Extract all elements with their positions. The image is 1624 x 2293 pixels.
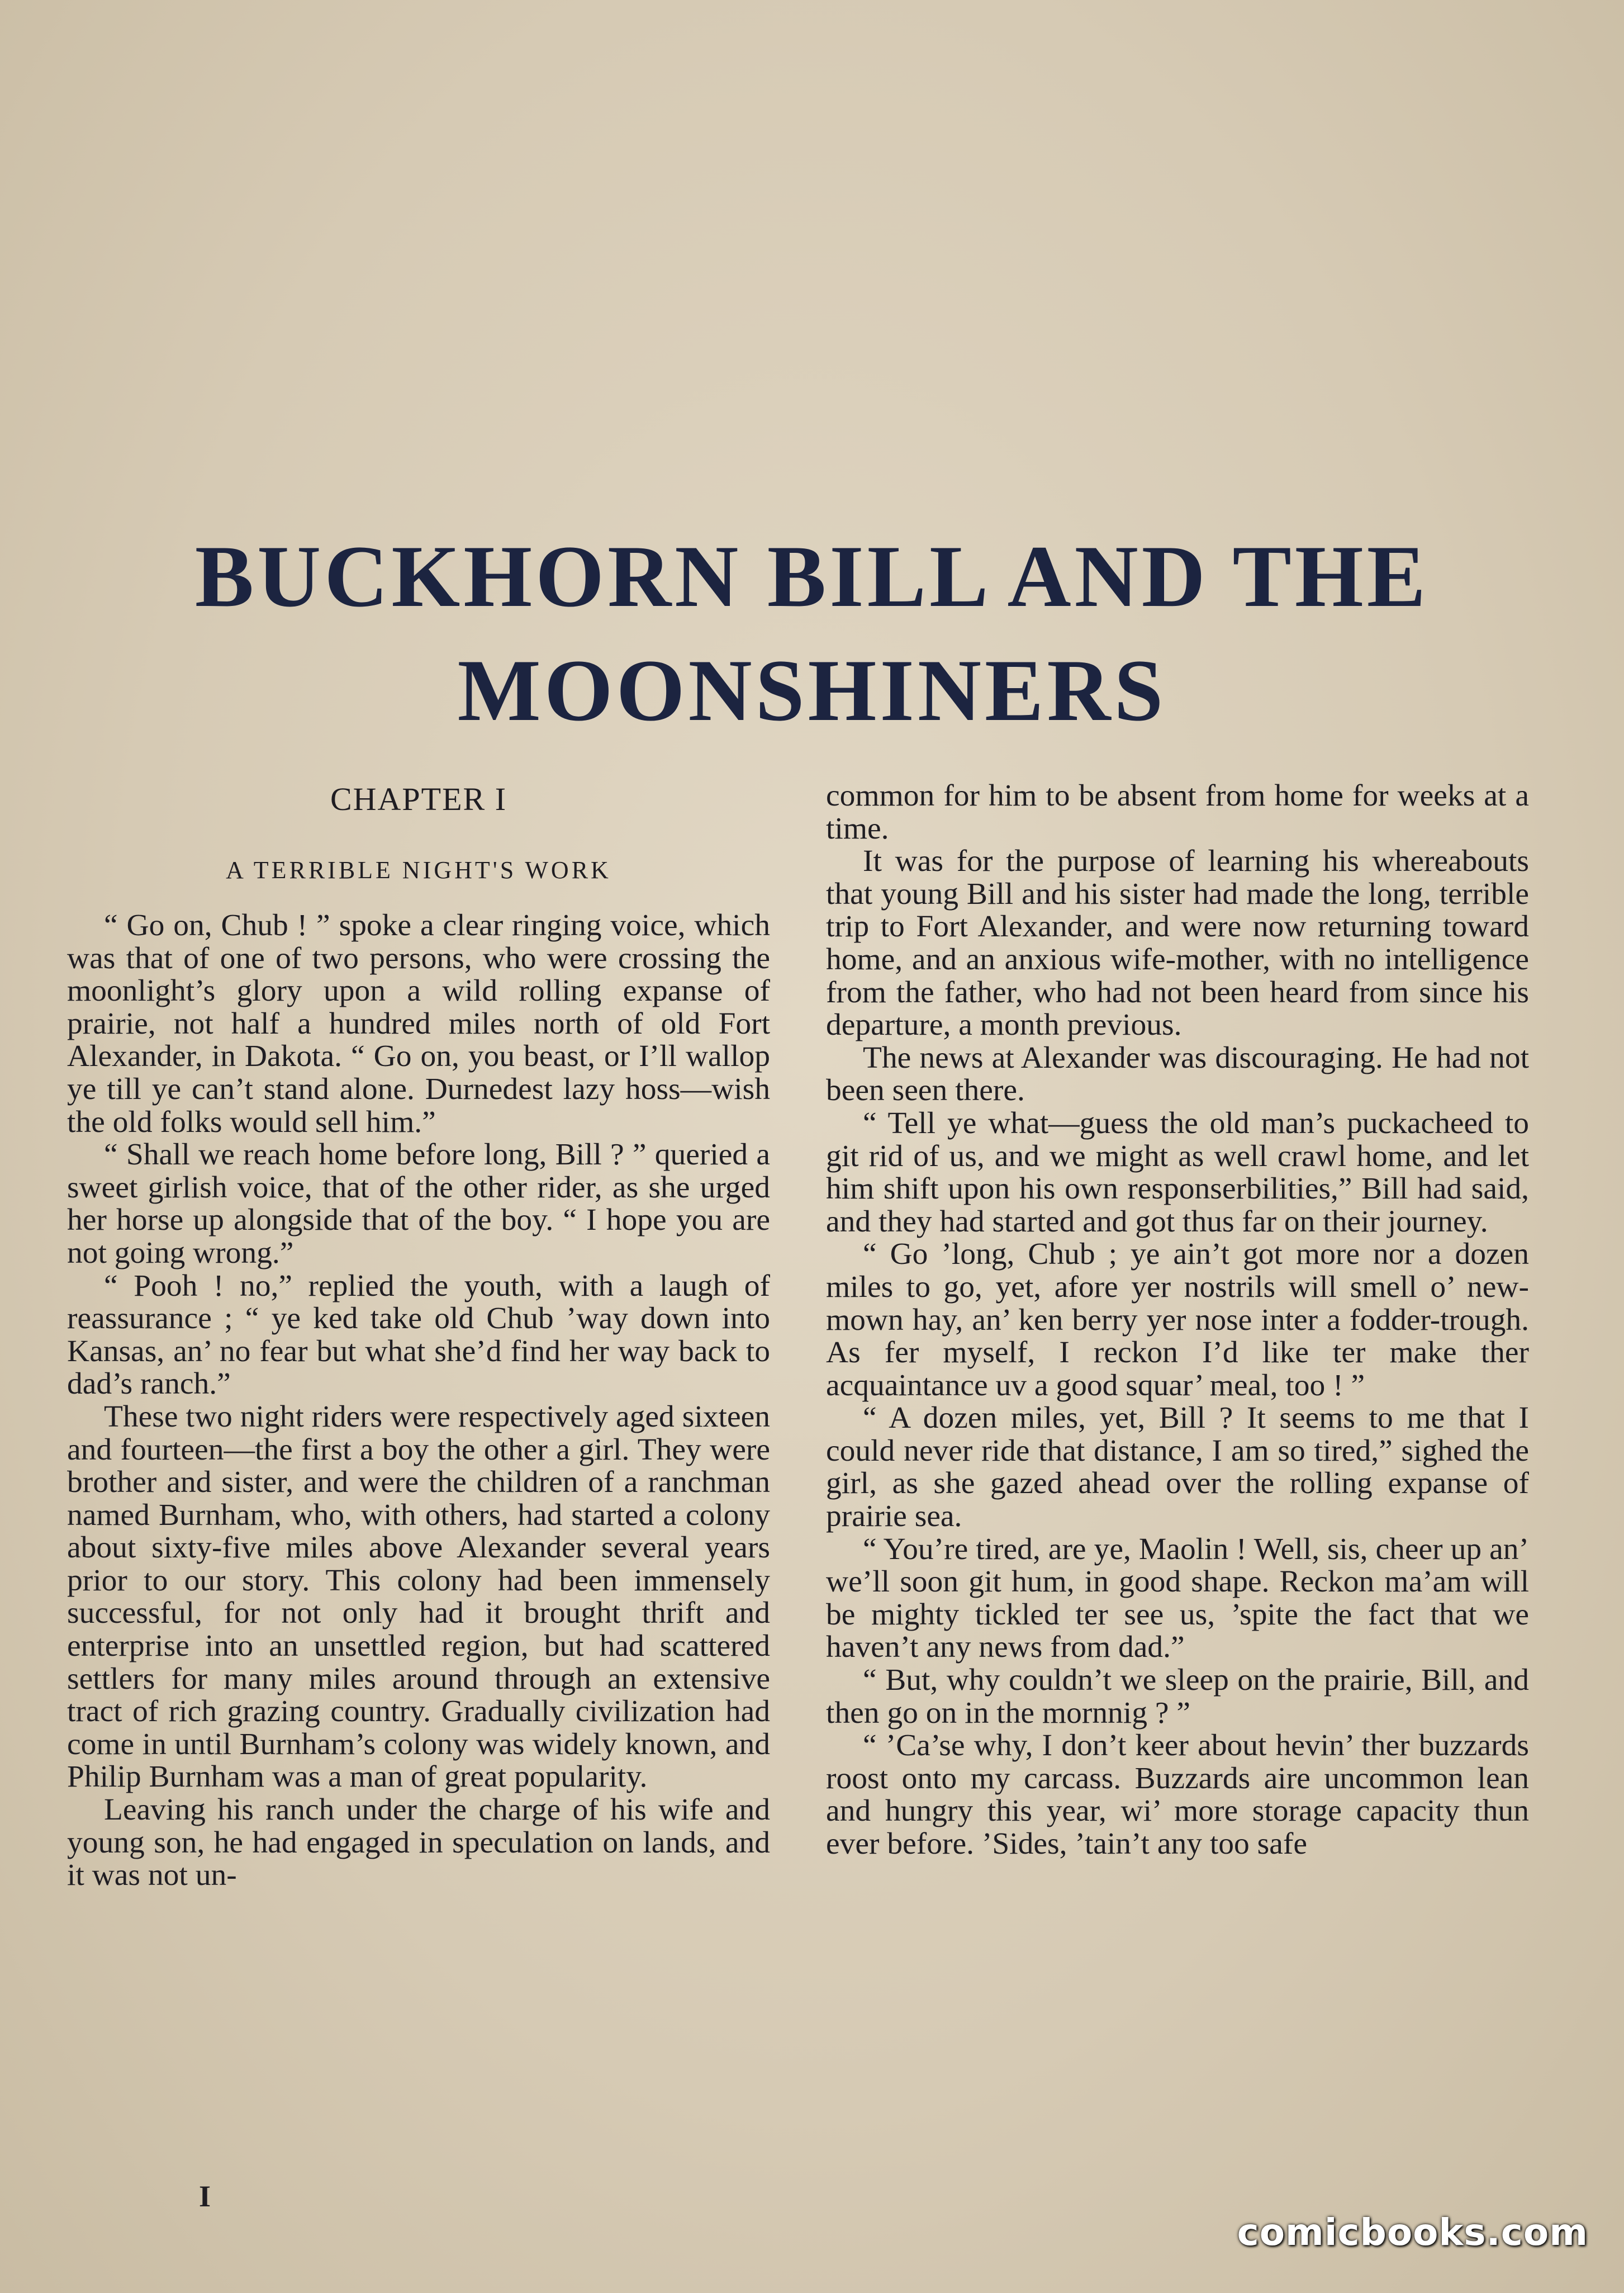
paragraph: “ Tell ye what—guess the old man’s puckacheed to git rid of us, and we might as well crawl home, and let him shift upon his own responserbilities,” Bill had said, and they had started and got thus far on their journey. <box>826 1106 1529 1239</box>
paragraph: “ Go ’long, Chub ; ye ain’t got more nor a dozen miles to go, yet, afore yer nostrils will smell o’ new-mown hay, an’ ken berry yer nose inter a fodder-trough. As fer myself, I reckon I’d like ter make ther acquaintance uv a good squar’ meal, too ! ” <box>826 1237 1529 1403</box>
paragraph: “ But, why couldn’t we sleep on the prairie, Bill, and then go on in the mornnig ? ” <box>826 1663 1529 1730</box>
left-column <box>67 780 770 1892</box>
paragraph: “ A dozen miles, yet, Bill ? It seems to me that I could never ride that distance, I am so tired,” sighed the girl, as she gazed ahead over the rolling expanse of prairie sea. <box>826 1401 1529 1534</box>
chapter-heading: CHAPTER I <box>330 781 507 817</box>
paragraph-continuation: common for him to be absent from home for weeks at a time. <box>826 779 1529 846</box>
paragraph: “ You’re tired, are ye, Maolin ! Well, sis, cheer up an’ we’ll soon git hum, in good shape. Reckon ma’am will be mighty tickled ter see us, ’spite the fact that we haven’t any news from dad.” <box>826 1532 1529 1665</box>
paragraph: Leaving his ranch under the charge of his wife and young son, he had engaged in speculation on lands, and it was not un- <box>67 1793 770 1893</box>
paragraph: These two night riders were respectively aged sixteen and fourteen—the first a boy the other a girl. They were brother and sister, and were the children of a ranchman named Burnham, who, with others, had started a colony about sixty-five miles above Alexander several years prior to our story. This colony had been immensely successful, for not only had it brought thrift and enterprise into an unsettled region, but had scattered settlers for many miles around through an extensive tract of rich grazing country. Gradually civilization had come in until Burnham’s colony was widely known, and Philip Burnham was a man of great popularity. <box>67 1399 770 1794</box>
right-column <box>826 780 1529 1861</box>
paragraph: The news at Alexander was discouraging. He had not been seen there. <box>826 1040 1529 1108</box>
paragraph: “ ’Ca’se why, I don’t keer about hevin’ ther buzzards roost onto my carcass. Buzzards aire uncommon lean and hungry this year, wi’ more storage capacity thun ever before. ’Sides, ’tain’t any too safe <box>826 1728 1529 1861</box>
chapter-subtitle: A TERRIBLE NIGHT'S WORK <box>226 856 611 884</box>
watermark: comicbooks.com <box>1237 2211 1588 2254</box>
paragraph: “ Go on, Chub ! ” spoke a clear ringing voice, which was that of one of two persons, who were crossing the moonlight’s glory upon a wild rolling expanse of prairie, not half a hundred miles north of old Fort Alexander, in Dakota. “ Go on, you beast, or I’ll wallop ye till ye can’t stand alone. Durnedest lazy hoss—wish the old folks would sell him.” <box>67 908 770 1139</box>
paragraph: “ Shall we reach home before long, Bill ? ” queried a sweet girlish voice, that of the other rider, as she urged her horse up alongside that of the boy. “ I hope you are not going wrong.” <box>67 1138 770 1270</box>
paragraph: “ Pooh ! no,” replied the youth, with a laugh of reassurance ; “ ye ked take old Chub ’way down into Kansas, an’ no fear but what she’d find her way back to dad’s ranch.” <box>67 1268 770 1401</box>
story-title <box>0 520 1624 748</box>
story-title-line-2: MOONSHINERS <box>457 642 1167 740</box>
paragraph: It was for the purpose of learning his whereabouts that young Bill and his sister had made the long, terrible trip to Fort Alexander, and were now returning toward home, and an anxious wife-mother, with no intelligence from the father, who had not been heard from since his departure, a month previous. <box>826 844 1529 1043</box>
page-number: I <box>199 2180 211 2213</box>
story-title-line-1: BUCKHORN BILL AND THE <box>194 528 1430 626</box>
